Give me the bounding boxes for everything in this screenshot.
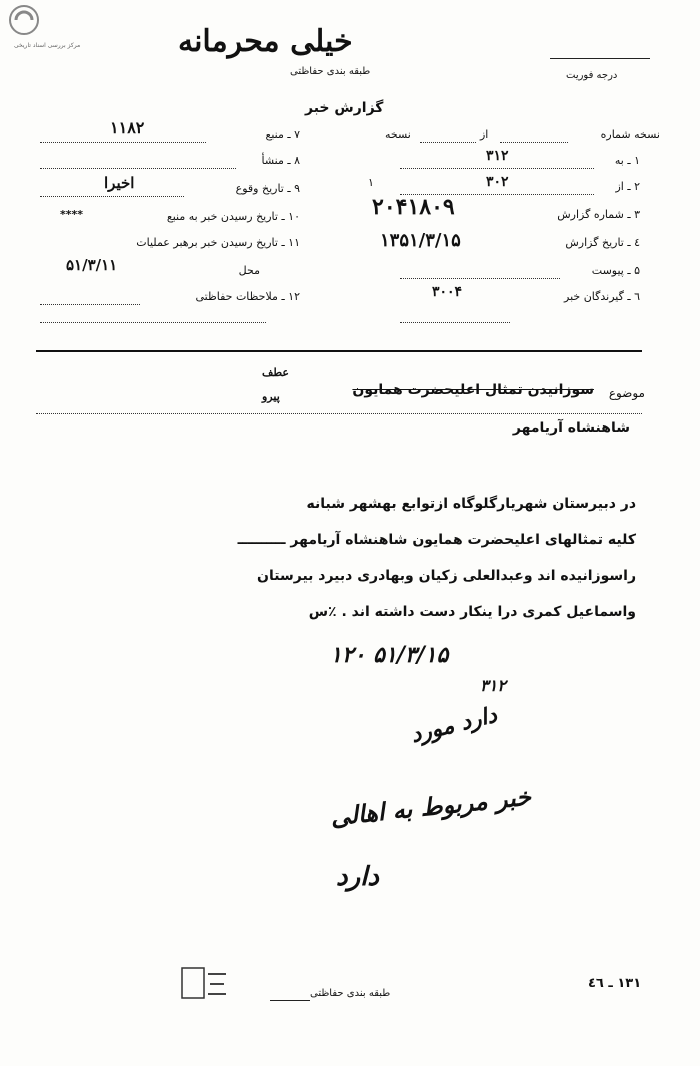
section-divider — [36, 350, 642, 352]
field-copy-number-label: نسخه شماره — [600, 128, 660, 141]
dots — [40, 322, 266, 323]
subject-line-2: شاهنشاه آریامهر — [512, 420, 630, 436]
field-to-value: ۳۱۲ — [486, 148, 509, 164]
dots — [40, 168, 236, 169]
field-report-number-label: ۳ ـ شماره گزارش — [557, 208, 640, 221]
body-line-2: کلیه تمثالهای اعلیحضرت همایون شاهنشاه آریامهر ــــــــــ — [237, 532, 636, 548]
field-origin-label: ۸ ـ منشأ — [261, 154, 300, 167]
field-copy-end: نسخه — [385, 128, 411, 141]
field-from-value: ۳۰۲ — [486, 174, 509, 190]
dots — [400, 278, 560, 279]
field-to-label: ۱ ـ به — [614, 154, 640, 167]
stamp-icon — [180, 964, 230, 1008]
classification-stamp: خیلی محرمانه — [178, 24, 353, 59]
field-recipients-label: ٦ ـ گیرندگان خبر — [564, 290, 640, 303]
report-title: گزارش خبر — [305, 100, 384, 116]
dots — [500, 142, 568, 143]
subject-text: سوزانیدن تمثال اعلیحضرت همایون — [352, 382, 594, 398]
subject-label: موضوع — [608, 386, 645, 400]
field-occurrence-date-label: ۹ ـ تاریخ وقوع — [235, 182, 300, 195]
dots — [40, 304, 140, 305]
urgency-label: درجه فوریت — [566, 70, 618, 81]
field-location-label: محل — [238, 264, 260, 277]
dots — [400, 168, 594, 169]
field-report-date-label: ٤ ـ تاریخ گزارش — [565, 236, 640, 249]
body-line-4: واسماعیل کمری درا ینکار دست داشته اند . ٪س — [308, 604, 636, 620]
footer-stamp — [180, 964, 230, 1008]
field-recipients-value: ۳۰۰۴ — [432, 284, 463, 300]
report-number-prefix: ۱ — [368, 176, 374, 189]
handwritten-note-2: دارد مورد — [408, 701, 500, 749]
dots — [40, 142, 206, 143]
watermark-text: مرکز بررسی اسناد تاریخی — [14, 42, 81, 49]
field-occurrence-date-value: اخیرا — [104, 174, 135, 192]
body-line-3: راسوزانیده اند وعبدالعلی زکیان وبهادری دبیرد بیرستان — [257, 568, 636, 584]
field-report-number-value: ۲۰۴۱۸۰۹ — [372, 194, 455, 220]
subject-correction: عطف — [262, 366, 289, 379]
dots — [400, 322, 510, 323]
handwritten-date: ۱۲۰ ۵۱/۳/۱۵ — [330, 642, 449, 668]
body-line-1: در دبیرستان شهریارگلوگاه ازتوابع بهشهر شبانه — [306, 496, 636, 512]
field-security-remarks-label: ۱۲ ـ ملاحظات حفاظتی — [195, 290, 300, 303]
field-source-label: ۷ ـ منبع — [265, 128, 300, 141]
dots — [40, 196, 184, 197]
subject-underline — [36, 413, 642, 414]
footer-underline — [270, 1000, 310, 1001]
classification-label: طبقه بندی حفاظتی — [290, 66, 371, 77]
field-received-source-value: **** — [60, 208, 84, 221]
handwritten-note-4: دارد — [336, 862, 379, 892]
archive-logo — [2, 2, 102, 54]
dots — [420, 142, 476, 143]
field-source-value: ۱۱۸۲ — [110, 118, 145, 137]
footer-classification-label: طبقه بندی حفاظتی — [310, 988, 391, 999]
subject-suffix: پیرو — [262, 390, 280, 403]
field-copy-of: از — [480, 128, 489, 141]
handwritten-note-3: خبر مربوط به اهالی — [329, 781, 533, 832]
archive-seal-icon — [2, 2, 62, 42]
urgency-line — [550, 58, 650, 59]
field-report-date-value: ۱۳۵۱/۳/۱۵ — [380, 230, 461, 251]
field-from-label: ۲ ـ از — [615, 180, 640, 193]
field-location-value: ۵۱/۳/۱۱ — [66, 256, 118, 274]
handwritten-note-1: ۳۱۲ — [480, 676, 506, 695]
field-received-ops-label: ۱۱ ـ تاریخ رسیدن خبر برهبر عملیات — [136, 236, 300, 249]
field-attachment-label: ۵ ـ پیوست — [591, 264, 640, 277]
field-received-source-label: ۱۰ ـ تاریخ رسیدن خبر به منبع — [166, 210, 300, 223]
form-number: ۱۳۱ ـ ٤٦ — [588, 976, 642, 991]
